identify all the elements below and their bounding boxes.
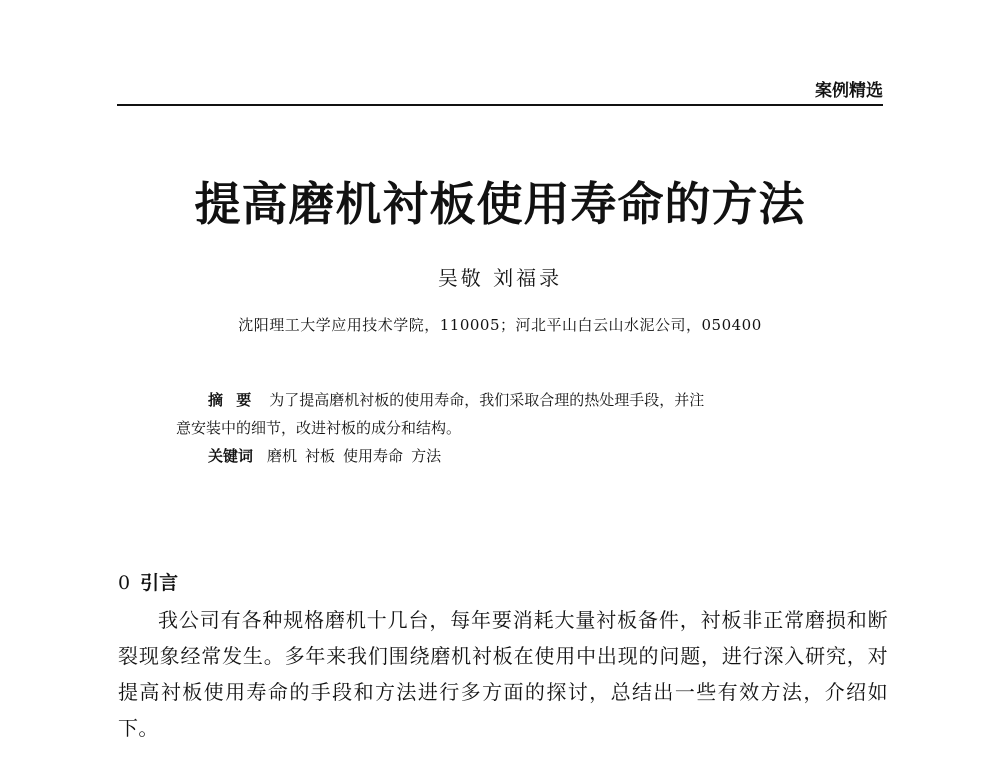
article-authors: 吴敬 刘福录 [437, 266, 563, 290]
header-rule [117, 104, 883, 106]
keyword-item: 衬板 [305, 447, 336, 465]
keywords-line [176, 442, 836, 470]
section-number: 0 [118, 572, 131, 594]
abstract-line-2: 意安装中的细节，改进衬板的成分和结构。 [176, 419, 462, 437]
keyword-item: 使用寿命 [343, 447, 404, 465]
keyword-item: 磨机 [267, 447, 298, 465]
section-heading [118, 568, 178, 595]
abstract-line-1 [176, 386, 836, 414]
abstract-text-line-1: 为了提高磨机衬板的使用寿命，我们采取合理的热处理手段，并注 [269, 391, 705, 409]
body-paragraph: 我公司有各种规格磨机十几台，每年要消耗大量衬板备件，衬板非正常磨损和断裂现象经常发生。多年来我们围绕磨机衬板在使用中出现的问题，进行深入研究，对提高衬板使用寿命的手段和方法进行多方面的探讨，总结出一些有效方法，介绍如下。 [118, 608, 888, 740]
section-tag: 案例精选 [815, 81, 883, 101]
keywords-label: 关键词 [208, 447, 254, 465]
section-title: 引言 [140, 572, 179, 594]
article-title: 提高磨机衬板使用寿命的方法 [194, 177, 806, 231]
abstract-block [176, 386, 836, 470]
keyword-item: 方法 [411, 447, 442, 465]
abstract-label: 摘 要 [208, 391, 256, 409]
article-affiliation: 沈阳理工大学应用技术学院，110005；河北平山白云山水泥公司，050400 [238, 316, 762, 334]
